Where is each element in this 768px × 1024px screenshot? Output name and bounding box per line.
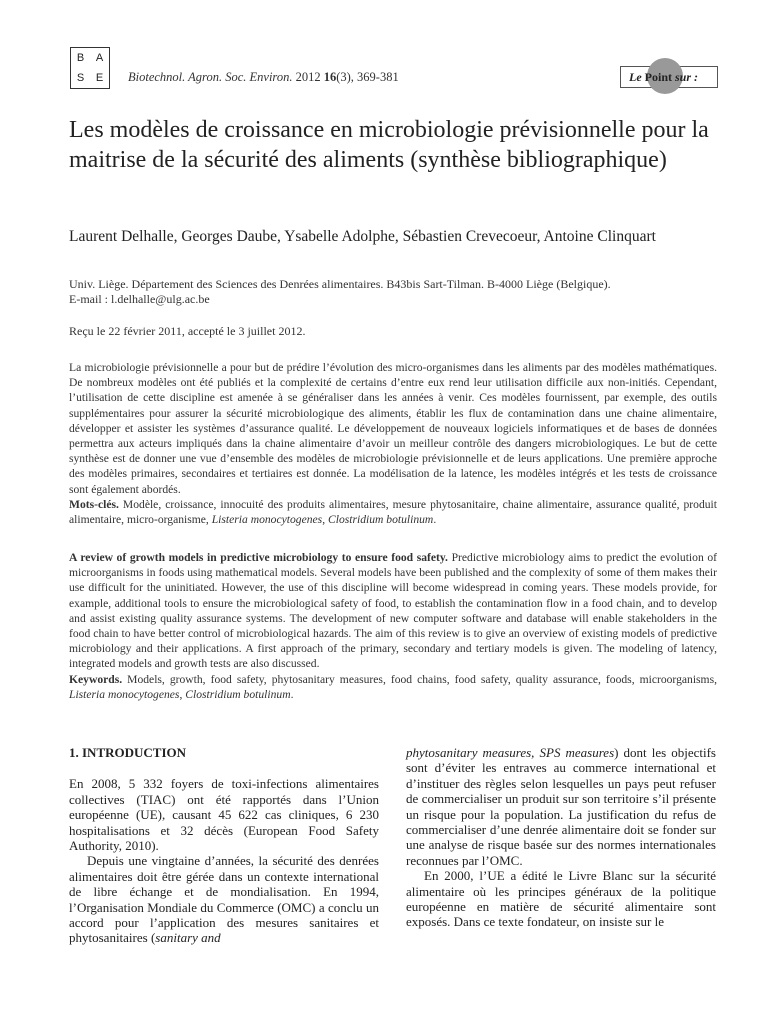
logo-letter: S bbox=[76, 72, 85, 84]
article-title: Les modèles de croissance en microbiologie prévisionnelle pour la maitrise de la sécurité des aliments (synthèse bibliographique) bbox=[69, 117, 709, 173]
logo-letter: B bbox=[76, 52, 85, 64]
badge-point: Point bbox=[644, 70, 672, 84]
logo-letter: E bbox=[95, 72, 104, 84]
intro-paragraph-2-cont: phytosanitary measures, SPS measures) dont les objectifs sont d’éviter les entraves au commerce international et d’instituer des règles selon lesquelles un pays peut refuser de commercialiser un produit sur son territoire s’il présente un risque pour la population. La justification du refus de commercialiser d’une denrée alimentaire doit se fonder sur une analyse de risque basée sur des normes internationales reconnues par l’OMC. bbox=[406, 745, 716, 868]
journal-citation bbox=[128, 70, 399, 85]
abstract-fr-body: La microbiologie prévisionnelle a pour but de prédire l’évolution des micro-organismes dans les aliments par des modèles mathématiques. De nombreux modèles ont été publiés et la complexité de certains d’entre eux rend leur utilisation difficile aux non-initiés. Cependant, l’utilisation de cette discipline est amenée à se généraliser dans les années à venir. Ces modèles fournissent, par exemple, des outils supplémentaires pour assurer la sécurité microbiologique des aliments, établir les flux de contamination dans une chaine alimentaire, développer et assister les systèmes d’assurance qualité. Le développement de nouveaux logiciels informatiques et de bases de données permettra aux acteurs impliqués dans la chaine alimentaire d’avoir un meilleur contrôle des dangers microbiologiques. Le but de cette synthèse est de donner une vue d’ensemble des modèles de microbiologie prévisionnelle et de leurs applications. Une première approche des modèles primaires, secondaires et tertiaires est donnée. La modélisation de la latence, les modèles intégrés et les tests de croissance sont également abordés. bbox=[69, 361, 717, 496]
keywords-en: Keywords. Models, growth, food safety, phytosanitary measures, food chains, food safety, quality assurance, foods, microorganisms, Listeria monocytogenes, Clostridium botulinum. bbox=[69, 672, 717, 701]
journal-name: Biotechnol. Agron. Soc. Environ. bbox=[128, 70, 293, 84]
intro-paragraph-3: En 2000, l’UE a édité le Livre Blanc sur la sécurité alimentaire où les principes généraux de la politique européenne en matière de sécurité alimentaire sont exposés. Dans ce texte fondateur, on insiste sur le bbox=[406, 868, 716, 930]
abstract-english bbox=[69, 550, 717, 702]
journal-logo bbox=[70, 47, 110, 89]
keywords-fr: Mots-clés. Modèle, croissance, innocuité des produits alimentaires, mesure phytosanitaire, chaine alimentaire, assurance qualité, produit alimentaire, micro-organisme, Listeria monocytogenes, Clostridium botulinum. bbox=[69, 497, 717, 527]
intro-paragraph-2: Depuis une vingtaine d’années, la sécurité des denrées alimentaires doit être gérée dans un contexte international de libre échange et de mondialisation. En 1994, l’Organisation Mondiale du Commerce (OMC) a conclu un accord pour l’application des mesures sanitaires et phytosanitaires (sanitary and bbox=[69, 853, 379, 946]
badge-text: Le Point sur : bbox=[629, 70, 699, 84]
affiliation: Univ. Liège. Département des Sciences des Denrées alimentaires. B43bis Sart-Tilman. B-4000 Liège (Belgique). bbox=[69, 277, 611, 291]
journal-year: 2012 bbox=[295, 70, 321, 84]
journal-volume: 16 bbox=[323, 70, 337, 84]
abstract-en-body: A review of growth models in predictive microbiology to ensure food safety. Predictive microbiology aims to predict the evolution of microorganisms in foods using mathematical models. Several models have been published and the complexity of some of them makes their use difficult for the uninitiated. However, the use of this discipline will become widespread in coming years. These models provide, for example, additional tools to ensure the microbiological safety of food, to establish the contamination flow in a food chain, and to develop and assist existing quality assurance systems. The development of new computer software and database will enable stakeholders in the food chain to have better control of microbiological hazards. The aim of this review is to give an overview of existing models of predictive microbiology and their applications. A first approach of the primary, secondary and tertiary models is given. The modeling of latency, integrated models and growth tests are also discussed. bbox=[69, 551, 717, 671]
affiliation-block bbox=[69, 277, 719, 307]
body-column-left bbox=[69, 745, 379, 946]
received-date: Reçu le 22 février 2011, accepté le 3 juillet 2012. bbox=[69, 324, 306, 338]
section-heading: 1. INTRODUCTION bbox=[69, 745, 187, 760]
logo-letter: A bbox=[95, 52, 104, 64]
body-column-right bbox=[406, 745, 716, 930]
journal-pages: (3), 369-381 bbox=[336, 70, 399, 84]
intro-paragraph-1: En 2008, 5 332 foyers de toxi-infections alimentaires collectives (TIAC) ont été rapportés dans l’Union européenne (UE), causant 45 622 cas cliniques, 6 230 hospitalisations et 32 décès (European Food Safety Authority, 2010). bbox=[69, 776, 379, 854]
abstract-french bbox=[69, 360, 717, 527]
le-point-sur-badge bbox=[620, 66, 718, 88]
contact-email: E-mail : l.delhalle@ulg.ac.be bbox=[69, 292, 210, 306]
article-authors: Laurent Delhalle, Georges Daube, Ysabelle Adolphe, Sébastien Crevecoeur, Antoine Clinquart bbox=[69, 228, 656, 245]
